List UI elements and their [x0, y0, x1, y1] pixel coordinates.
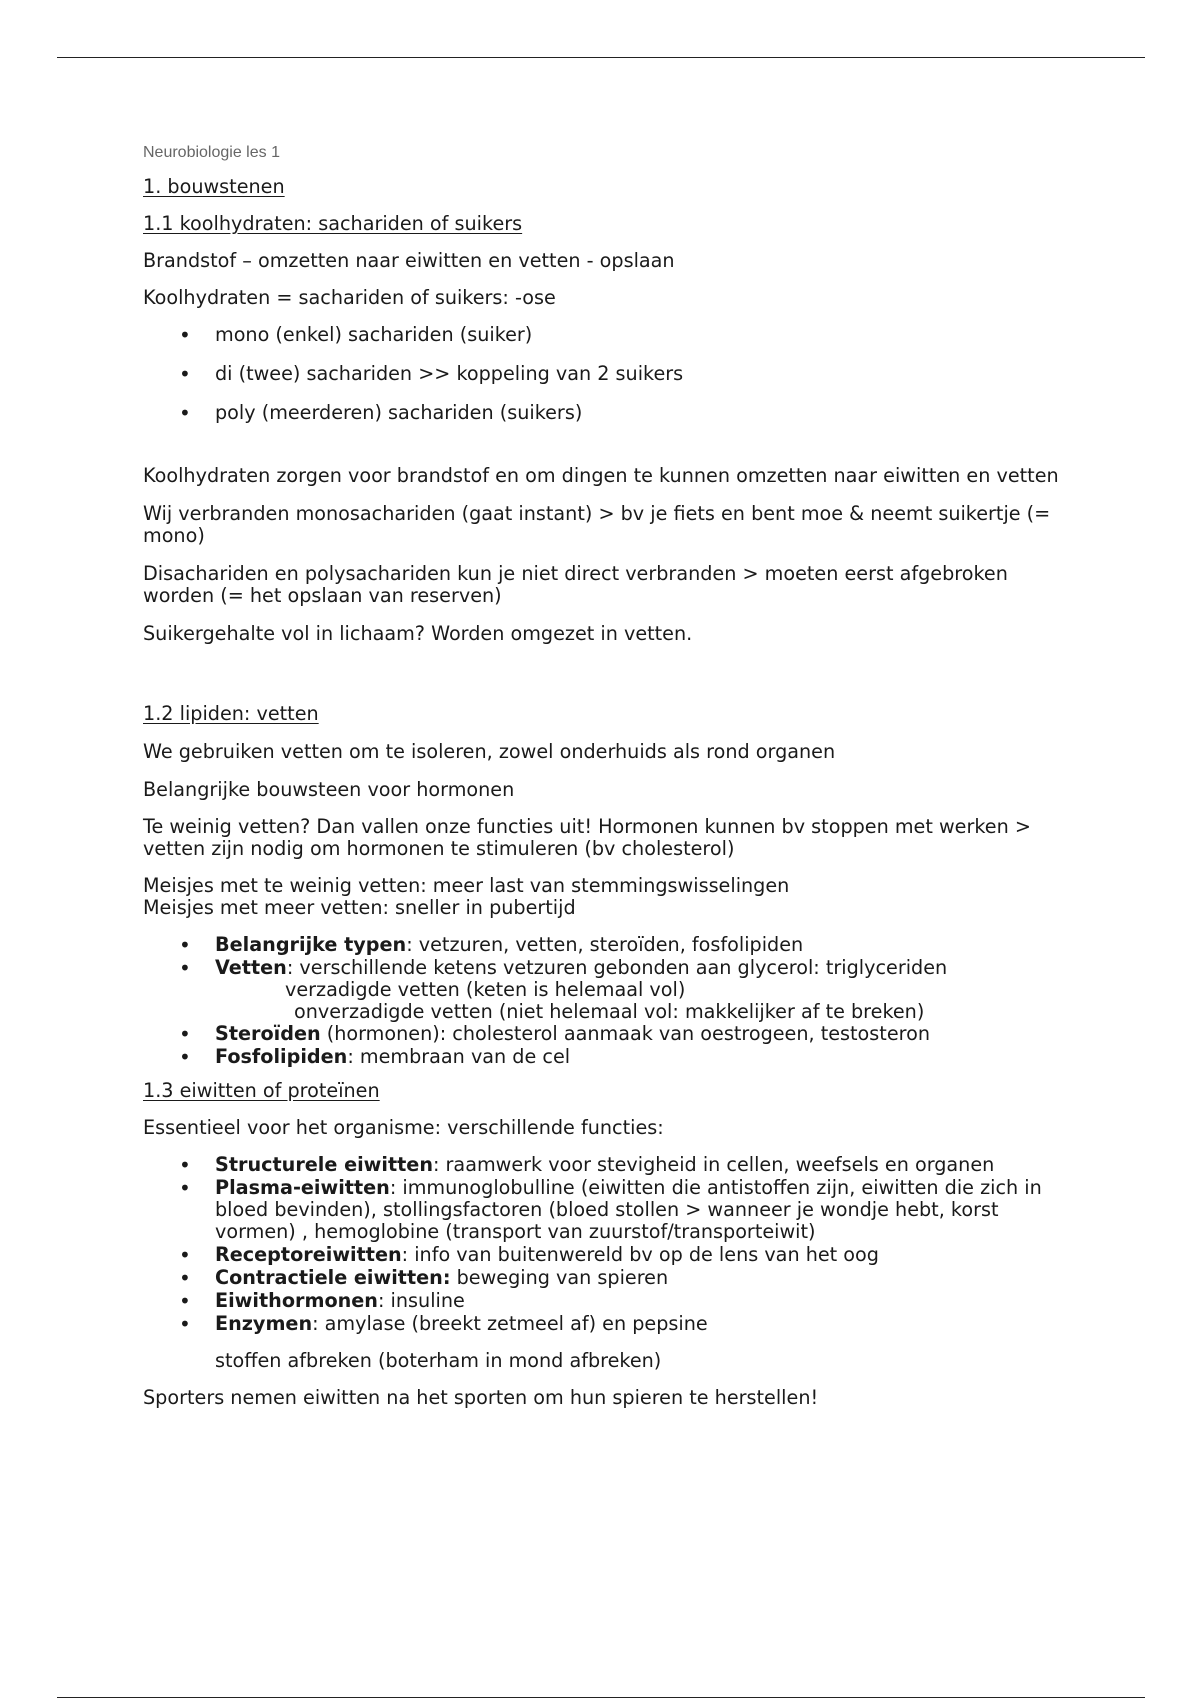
heading-lipiden: 1.2 lipiden: vetten	[143, 702, 319, 725]
list-item	[143, 1313, 1073, 1335]
paragraph: Koolhydraten zorgen voor brandstof en om dingen te kunnen omzetten naar eiwitten en vetten	[143, 464, 1059, 487]
list-item: • poly (meerderen) sachariden (suikers)	[143, 402, 1073, 424]
bottom-rule	[57, 1697, 1145, 1698]
term: Receptoreiwitten	[215, 1243, 402, 1266]
term: Enzymen	[215, 1312, 313, 1335]
list-item	[143, 1154, 1073, 1176]
list-item	[143, 934, 1073, 956]
list-item	[143, 1023, 1073, 1045]
heading-eiwitten: 1.3 eiwitten of proteïnen	[143, 1079, 380, 1102]
list-item	[143, 1290, 1073, 1312]
definition: : raamwerk voor stevigheid in cellen, weefsels en organen	[432, 1153, 995, 1176]
term: Plasma-eiwitten	[215, 1176, 390, 1199]
top-rule	[57, 57, 1145, 58]
term: Belangrijke typen	[215, 933, 407, 956]
term: Eiwithormonen	[215, 1289, 378, 1312]
definition: beweging van spieren	[450, 1266, 669, 1289]
paragraph: Suikergehalte vol in lichaam? Worden omgezet in vetten.	[143, 622, 693, 645]
paragraph: Brandstof – omzetten naar eiwitten en vetten - opslaan	[143, 249, 675, 272]
definition: (hormonen): cholesterol aanmaak van oestrogeen, testosteron	[320, 1022, 930, 1045]
lipid-list	[143, 934, 1073, 979]
paragraph: Meisjes met meer vetten: sneller in pubertijd	[143, 896, 576, 919]
paragraph: Meisjes met te weinig vetten: meer last van stemmingswisselingen	[143, 874, 790, 897]
term: Structurele eiwitten	[215, 1153, 433, 1176]
paragraph: Belangrijke bouwsteen voor hormonen	[143, 778, 515, 801]
paragraph: Essentieel voor het organisme: verschillende functies:	[143, 1116, 664, 1139]
definition: : verschillende ketens vetzuren gebonden aan glycerol: triglyceriden	[286, 956, 948, 979]
list-item	[143, 1244, 1073, 1266]
sub-line: onverzadigde vetten (niet helemaal vol: makkelijker af te breken)	[294, 1000, 925, 1023]
paragraph: Wij verbranden monosachariden (gaat instant) > bv je fiets en bent moe & neemt suikertje (= mono)	[143, 502, 1051, 547]
term: Steroïden	[215, 1022, 321, 1045]
definition: : vetzuren, vetten, steroïden, fosfolipiden	[406, 933, 804, 956]
heading-bouwstenen: 1. bouwstenen	[143, 175, 285, 198]
definition: : immunoglobulline (eiwitten die antistoffen zijn, eiwitten die zich in bloed bevinden), stollingsfactoren (bloed stollen > wanneer je wondje hebt, korst vormen) , hemoglobine (transport van zuurstof/transporteiwit)	[215, 1176, 1042, 1243]
list-item	[143, 957, 1073, 979]
list-item: • di (twee) sachariden >> koppeling van 2 suikers	[143, 363, 1073, 385]
heading-koolhydraten: 1.1 koolhydraten: sachariden of suikers	[143, 212, 523, 235]
sub-line: stoffen afbreken (boterham in mond afbreken)	[215, 1349, 662, 1372]
paragraph: Te weinig vetten? Dan vallen onze functies uit! Hormonen kunnen bv stoppen met werken > vetten zijn nodig om hormonen te stimuleren (bv cholesterol)	[143, 815, 1031, 860]
paragraph: We gebruiken vetten om te isoleren, zowel onderhuids als rond organen	[143, 740, 836, 763]
document-body	[143, 144, 1073, 1409]
document-title: Neurobiologie les 1	[143, 144, 280, 161]
paragraph: Koolhydraten = sachariden of suikers: -ose	[143, 286, 556, 309]
list-item: • mono (enkel) sachariden (suiker)	[143, 324, 1073, 346]
list-item	[143, 1267, 1073, 1289]
paragraph: Sporters nemen eiwitten na het sporten om hun spieren te herstellen!	[143, 1386, 819, 1409]
definition: : membraan van de cel	[347, 1045, 571, 1068]
definition: : amylase (breekt zetmeel af) en pepsine	[312, 1312, 708, 1335]
term: Fosfolipiden	[215, 1045, 348, 1068]
list-item	[143, 1177, 1073, 1243]
protein-list	[143, 1154, 1073, 1335]
definition: : info van buitenwereld bv op de lens van het oog	[401, 1243, 879, 1266]
paragraph: Disachariden en polysachariden kun je niet direct verbranden > moeten eerst afgebroken worden (= het opslaan van reserven)	[143, 562, 1008, 607]
saccharide-list	[143, 324, 1073, 424]
definition: : insuline	[377, 1289, 465, 1312]
sub-line: verzadigde vetten (keten is helemaal vol)	[285, 978, 686, 1001]
term: Vetten	[215, 956, 287, 979]
lipid-list-continued	[143, 1023, 1073, 1068]
term: Contractiele eiwitten:	[215, 1266, 451, 1289]
list-item	[143, 1046, 1073, 1068]
